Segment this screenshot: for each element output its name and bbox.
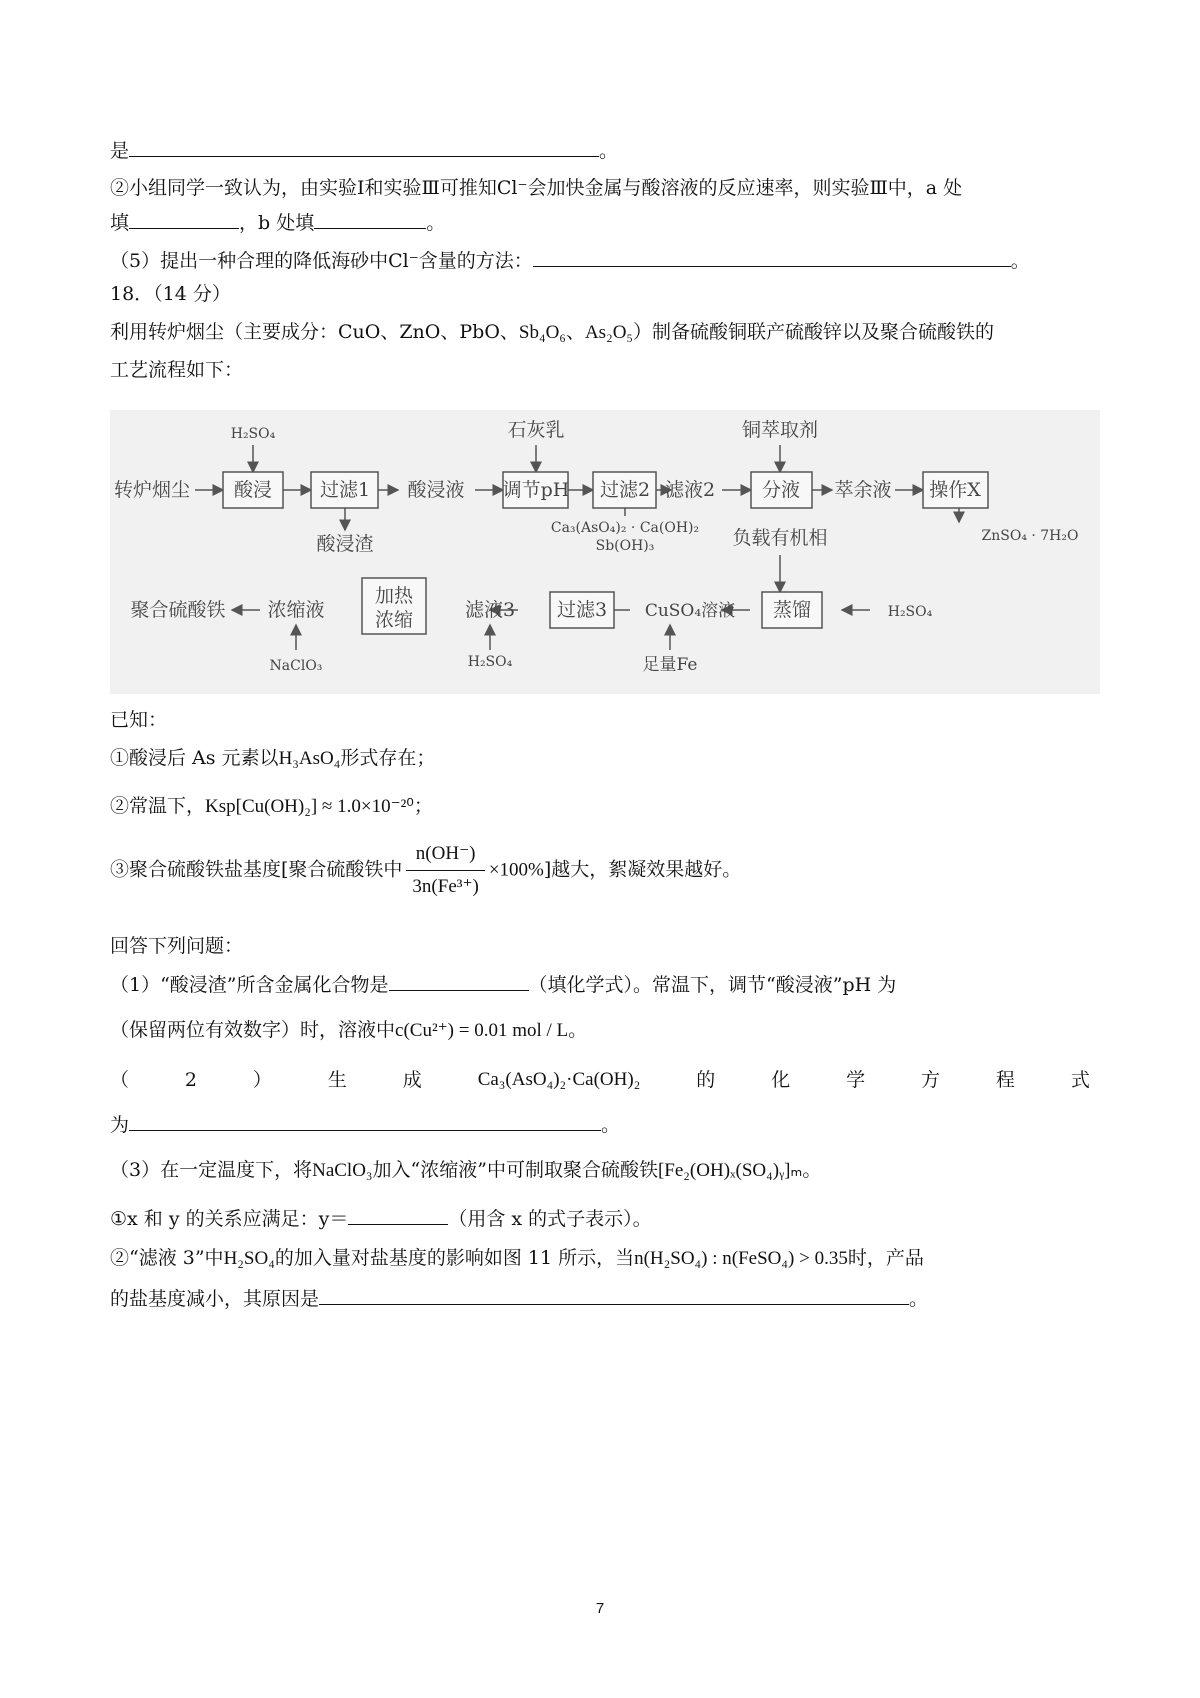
formula-as2o5: As₂O₅ [584, 322, 634, 343]
flow-extractant: 铜萃取剂 [741, 419, 819, 441]
question-3-2 [110, 1244, 924, 1273]
q2-token: 化 [771, 1069, 791, 1091]
known-1 [110, 744, 435, 773]
formula-h2so4: H₂SO₄ [223, 1248, 275, 1269]
text: ）制备硫酸铜联产硫酸锌以及聚合硫酸铁的 [633, 321, 995, 343]
text: 、 [565, 321, 585, 343]
question-2b [110, 1110, 620, 1139]
q2-token: 的 [696, 1069, 716, 1091]
q2-token: 成 [402, 1069, 422, 1091]
question-18-header: 18．（14 分） [110, 283, 231, 305]
text: 。 [802, 1159, 822, 1181]
answer-header: 回答下列问题： [110, 935, 244, 957]
text: 的加入量对盐基度的影响如图 11 所示，当 [274, 1247, 635, 1269]
process-flow-diagram [110, 410, 1100, 694]
flow-concentrate: 浓缩液 [267, 599, 325, 621]
blank[interactable] [533, 246, 1011, 267]
blank[interactable] [348, 1204, 448, 1225]
formula-ksp: Ksp[Cu(OH)₂] ≈ 1.0×10⁻²⁰ [205, 796, 414, 817]
text: 时，产品 [847, 1247, 924, 1269]
question-2-row [110, 1066, 1090, 1094]
text: 利用转炉烟尘（主要成分：CuO、ZnO、PbO、 [110, 321, 519, 343]
text: ； [413, 795, 433, 817]
text: （用含 x 的式子表示）。 [448, 1208, 652, 1230]
formula-c-cu: c(Cu²⁺) = 0.01 mol / L [395, 1020, 569, 1041]
question-4-2-blanks [110, 208, 445, 237]
flow-filter1: 过滤1 [319, 479, 371, 501]
formula-ca3: Ca₃(AsO₄)₂·Ca(OH)₂ [477, 1069, 641, 1090]
text: 。 [599, 140, 619, 162]
text: 形式存在； [340, 747, 436, 769]
flow-product: 聚合硫酸铁 [130, 599, 226, 621]
flow-acid-leach: 酸浸 [233, 479, 273, 501]
flow-svg [110, 410, 1100, 694]
flow-filter3: 过滤3 [556, 599, 608, 621]
flow-h2so4-bottom: H₂SO₄ [467, 654, 513, 670]
text: 。 [1010, 250, 1030, 272]
flow-filter2: 过滤2 [599, 479, 651, 501]
formula-pfs: [Fe₂(OH)ₓ(SO₄)ᵧ]ₘ [657, 1160, 803, 1181]
flow-znso4: ZnSO₄ · 7H₂O [981, 528, 1079, 544]
flow-cuso4: CuSO₄溶液 [644, 601, 736, 621]
page-number: 7 [595, 1600, 605, 1617]
question-3-2b [110, 1284, 928, 1313]
q2-token: 方 [920, 1069, 940, 1091]
flow-feed: 转炉烟尘 [113, 479, 191, 501]
question-5 [110, 246, 1030, 275]
flow-fe: 足量Fe [642, 655, 698, 675]
blank[interactable] [319, 1284, 909, 1305]
intro-line-2: 工艺流程如下： [110, 359, 244, 381]
question-4-2: ②小组同学一致认为，由实验Ⅰ和实验Ⅲ可推知Cl⁻会加快金属与酸溶液的反应速率，则实验Ⅲ中，a 处 [110, 177, 963, 199]
formula-h3aso4: H₃AsO₄ [278, 748, 341, 769]
q2-token: 学 [846, 1069, 866, 1091]
text: （3）在一定温度下，将 [110, 1159, 313, 1181]
question-2 [110, 1066, 1090, 1094]
flow-op-x: 操作X [929, 479, 981, 501]
known-3 [110, 840, 741, 901]
q2-token: 2 [184, 1069, 198, 1091]
text: （填化学式）。常温下，调节“酸浸液”pH 为 [528, 974, 897, 996]
text: 。 [568, 1019, 588, 1041]
text: 加入“浓缩液”中可制取聚合硫酸铁 [372, 1159, 658, 1181]
text: （保留两位有效数字）时，溶液中 [110, 1019, 396, 1041]
blank[interactable] [129, 136, 599, 157]
intro-line-1 [110, 318, 994, 347]
flow-filtrate3: 滤液3 [464, 599, 516, 621]
text: ，b 处填 [239, 212, 315, 234]
text: ③聚合硫酸铁盐基度[聚合硫酸铁中 [110, 858, 403, 881]
question-1 [110, 970, 896, 999]
formula-ratio: n(H₂SO₄) : n(FeSO₄) > 0.35 [634, 1248, 848, 1269]
flow-heat-1: 加热 [374, 585, 414, 607]
text: 。 [909, 1288, 929, 1310]
q2-token: 程 [995, 1069, 1015, 1091]
flow-filtrate2: 滤液2 [664, 479, 716, 501]
flow-separate: 分液 [761, 479, 801, 501]
flow-precip-1: Ca₃(AsO₄)₂ · Ca(OH)₂ [550, 520, 700, 536]
known-header: 已知： [110, 709, 168, 731]
text: 填 [110, 212, 130, 234]
q2-token: 生 [327, 1069, 347, 1091]
text: （1）“酸浸渣”所含金属化合物是 [110, 974, 389, 996]
known-2 [110, 792, 433, 821]
q2-token: （ [110, 1069, 130, 1091]
flow-acid-liquor: 酸浸液 [407, 479, 465, 501]
flow-adjust-ph: 调节pH [502, 479, 570, 501]
text: ②常温下， [110, 795, 206, 817]
flow-organic-phase: 负载有机相 [732, 527, 828, 549]
question-1b [110, 1016, 587, 1045]
text: 的盐基度减小，其原因是 [110, 1288, 320, 1310]
text: 为 [110, 1114, 130, 1136]
fraction-numerator: n(OH⁻) [406, 840, 484, 871]
flow-h2so4-right: H₂SO₄ [887, 604, 933, 620]
blank[interactable] [129, 1110, 601, 1131]
fraction-basicity [406, 840, 484, 901]
text: ②“滤液 3”中 [110, 1247, 224, 1269]
text: ①酸浸后 As 元素以 [110, 747, 279, 769]
question-3-1 [110, 1204, 652, 1233]
flow-h2so4-top: H₂SO₄ [230, 426, 276, 442]
flow-heat-2: 浓缩 [374, 609, 414, 631]
fraction-tail: ×100% [488, 859, 544, 881]
blank-a[interactable] [129, 208, 239, 229]
answer-line-1 [110, 136, 618, 165]
formula-naclo3: NaClO₃ [312, 1160, 373, 1181]
flow-acid-slag: 酸浸渣 [316, 533, 374, 555]
flow-raffinate: 萃余液 [834, 479, 892, 501]
flow-precip-2: Sb(OH)₃ [595, 538, 655, 554]
question-3 [110, 1156, 821, 1185]
text: 是 [110, 140, 130, 162]
blank-b[interactable] [314, 208, 426, 229]
text: ①x 和 y 的关系应满足：y＝ [110, 1208, 349, 1230]
text: 。 [426, 212, 446, 234]
flow-lime: 石灰乳 [507, 419, 565, 441]
fraction-denominator: 3n(Fe³⁺) [412, 876, 479, 897]
flow-naclo3: NaClO₃ [269, 658, 323, 674]
q2-token: 式 [1070, 1069, 1090, 1091]
text: 。 [601, 1114, 621, 1136]
text: ]越大，絮凝效果越好。 [543, 858, 742, 881]
formula-sb4o6: Sb₄O₆ [518, 322, 566, 343]
text: （5）提出一种合理的降低海砂中Cl⁻含量的方法： [110, 250, 533, 272]
q2-token: ） [252, 1069, 272, 1091]
blank[interactable] [389, 970, 529, 991]
flow-distill: 蒸馏 [772, 599, 812, 621]
